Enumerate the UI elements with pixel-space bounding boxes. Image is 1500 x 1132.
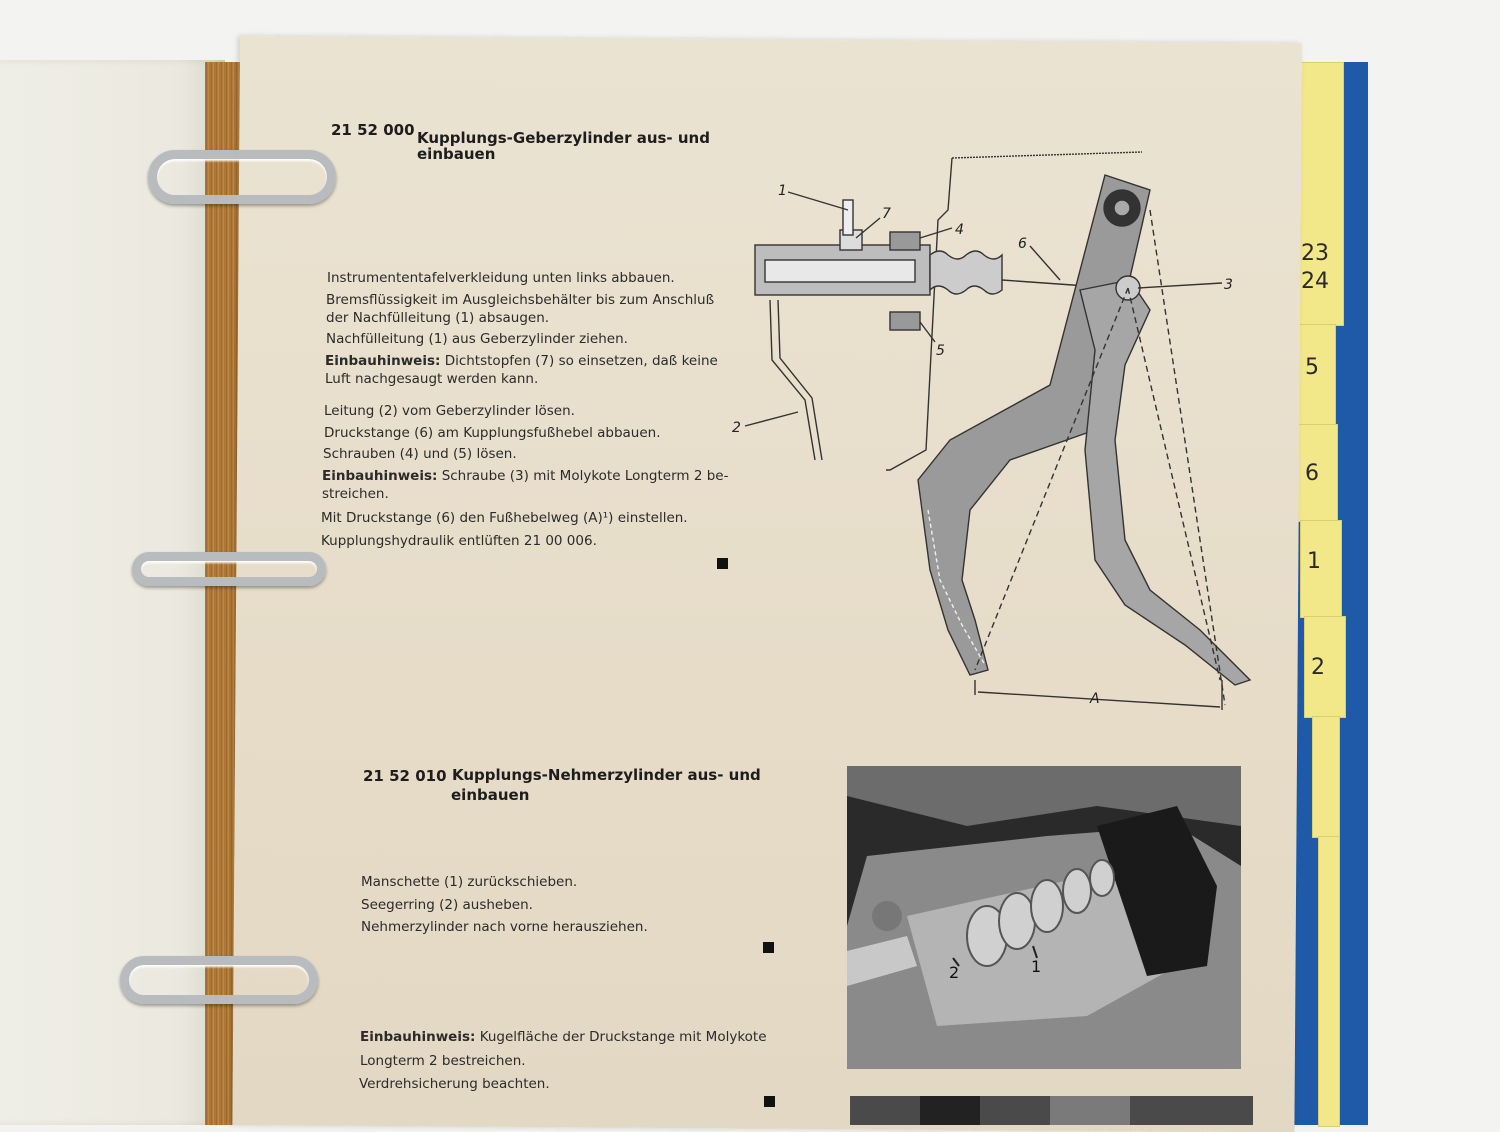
hint-text: Dichtstopfen (7) so einsetzen, daß keine [444, 353, 718, 369]
end-marker [763, 942, 774, 953]
tab-label: 23 [1301, 241, 1329, 266]
hint-label: Einbauhinweis: [325, 353, 441, 369]
instruction-line: Manschette (1) zurückschieben. [361, 874, 578, 890]
binder-ring-top [148, 150, 336, 204]
instruction-line: streichen. [322, 486, 389, 502]
hint-text: Schraube (3) mit Molykote Longterm 2 be- [441, 468, 729, 484]
tab-label: 24 [1301, 269, 1329, 294]
binder-ring-bottom [120, 956, 318, 1004]
diagram-label-7: 7 [882, 206, 891, 222]
diagram-label-1: 1 [778, 183, 787, 199]
index-tab-1[interactable] [1300, 520, 1342, 618]
index-tab[interactable] [1312, 716, 1340, 838]
section-title: Kupplungs-Geberzylinder aus- und [417, 129, 710, 147]
index-tab-6[interactable] [1296, 424, 1338, 522]
section-title-cont: einbauen [417, 145, 496, 163]
second-photo [850, 1096, 1253, 1125]
section-number: 21 52 010 [363, 767, 447, 785]
index-tab[interactable] [1318, 836, 1340, 1127]
diagram-label-2: 2 [732, 420, 741, 436]
instruction-line: Verdrehsicherung beachten. [359, 1076, 550, 1092]
instruction-line: Nachfülleitung (1) aus Geberzylinder ziehen. [326, 331, 628, 347]
pedal-diagram [730, 150, 1280, 720]
tab-label: 5 [1305, 355, 1319, 380]
tab-label: 1 [1307, 549, 1321, 574]
diagram-label-5: 5 [936, 343, 945, 359]
photo-label-2: 2 [949, 963, 960, 982]
index-tab-2[interactable] [1304, 616, 1346, 718]
end-marker [717, 558, 728, 569]
instruction-line: Bremsflüssigkeit im Ausgleichsbehälter bis zum Anschluß [326, 292, 715, 308]
instruction-line: Druckstange (6) am Kupplungsfußhebel abbauen. [324, 425, 661, 441]
photo-label-1: 1 [1031, 957, 1042, 976]
section-title-cont: einbauen [451, 786, 530, 804]
hint-text: Kugelfläche der Druckstange mit Molykote [479, 1029, 767, 1045]
section-number: 21 52 000 [331, 121, 415, 139]
instruction-line: Leitung (2) vom Geberzylinder lösen. [324, 403, 575, 419]
diagram-label-6: 6 [1018, 236, 1027, 252]
binder-ring-middle [132, 552, 326, 586]
hint-label: Einbauhinweis: [322, 468, 438, 484]
end-marker [764, 1096, 775, 1107]
slave-cylinder-photo [847, 766, 1241, 1069]
section-title: Kupplungs-Nehmerzylinder aus- und [452, 766, 761, 784]
instruction-line: Luft nachgesaugt werden kann. [325, 371, 539, 387]
hint-label: Einbauhinweis: [360, 1029, 476, 1045]
instruction-line: Schrauben (4) und (5) lösen. [323, 446, 517, 462]
diagram-label-3: 3 [1224, 277, 1233, 293]
install-hint [360, 1026, 767, 1048]
instruction-line: Longterm 2 bestreichen. [360, 1053, 526, 1069]
instruction-line: Mit Druckstange (6) den Fußhebelweg (A)¹) einstellen. [321, 510, 688, 526]
tab-label: 6 [1305, 461, 1319, 486]
instruction-line: Seegerring (2) ausheben. [361, 897, 533, 913]
instruction-line: Kupplungshydraulik entlüften 21 00 006. [321, 533, 597, 549]
instruction-line: der Nachfülleitung (1) absaugen. [326, 310, 550, 326]
diagram-label-a: A [1090, 691, 1100, 707]
tab-label: 2 [1311, 655, 1325, 680]
instruction-line: Nehmerzylinder nach vorne herausziehen. [361, 919, 648, 935]
diagram-label-4: 4 [955, 222, 964, 238]
instruction-line: Instrumententafelverkleidung unten links abbauen. [327, 270, 675, 286]
